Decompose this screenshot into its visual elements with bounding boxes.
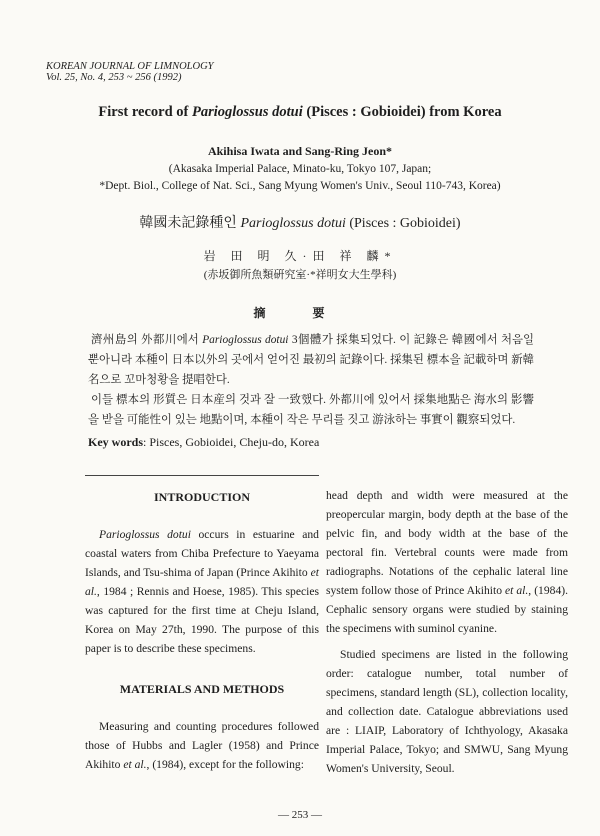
korean-title	[0, 212, 600, 232]
abstract-p1-post: 3個體가 採集되었다. 이 記錄은 韓國에서 처음일 뿐아니라 本種이 日本以外의 곳에서 얻어진 最初의 記錄이다. 採集된 標本을 記載하며 新韓名으로 꼬마청황을 提唱한다.	[88, 334, 534, 386]
journal-header	[46, 61, 214, 83]
korean-title-suffix: (Pisces : Gobioidei)	[345, 216, 461, 231]
right-column	[326, 486, 568, 778]
abstract-p1-species: Parioglossus dotui	[202, 334, 289, 346]
methods-text-b: , (1984), except for the following:	[146, 758, 304, 771]
abstract-paragraph-1	[88, 330, 534, 390]
abstract-paragraph-2: 이들 標本의 形質은 日本産의 것과 잘 一致했다. 外都川에 있어서 採集地點은 海水의 影響을 받을 可能性이 있는 地點이며, 本種이 작은 무리를 짓고 游泳하는 事實이 觀察되었다.	[88, 394, 534, 426]
affiliation-line-2: *Dept. Biol., College of Nat. Sci., Sang Myung Women's Univ., Seoul 110-743, Korea)	[99, 180, 501, 192]
intro-species: Parioglossus dotui	[99, 528, 191, 541]
korean-abstract-heading: 摘 要	[253, 306, 347, 320]
korean-author-names: 岩 田 明 久·田 祥 麟*	[203, 249, 397, 263]
introduction-paragraph	[85, 525, 319, 658]
korean-title-species: Parioglossus dotui	[240, 216, 346, 231]
right-paragraph-1	[326, 486, 568, 638]
intro-et-al: et al.	[85, 566, 319, 598]
journal-name: KOREAN JOURNAL OF LIMNOLOGY	[46, 61, 214, 72]
methods-heading: MATERIALS AND METHODS	[119, 682, 285, 696]
intro-text-a: occurs in estuarine and coastal waters from Chiba Prefecture to Yaeyama Islands, and Tsu-shima of Japan (Prince Akihito	[85, 528, 319, 579]
divider-left	[85, 475, 319, 476]
keywords-label: Key words	[88, 435, 143, 449]
abstract-p1-pre: 濟州島의 外都川에서	[91, 334, 203, 346]
journal-volume: Vol. 25, No. 4, 253 ~ 256 (1992)	[46, 72, 182, 83]
methods-et-al: et al.	[123, 758, 147, 771]
introduction-heading: INTRODUCTION	[153, 490, 250, 504]
right-paragraph-2: Studied specimens are listed in the following order: catalogue number, total number of specimens, standard length (SL), collection locality, and collection date. Catalogue abbreviations used are : LIAIP, Laboratory of Ichthyology, Akasaka Imperial Palace, Tokyo; and SMWU, Sang Myung Women's University, Seoul.	[326, 648, 568, 775]
title-prefix: First record of	[98, 104, 192, 120]
keywords	[88, 435, 319, 450]
korean-abstract	[88, 330, 534, 430]
methods-text-a: Measuring and counting procedures followed those of Hubbs and Lagler (1958) and Prince Akihito	[85, 720, 319, 771]
right-p1-text-a: head depth and width were measured at the preopercular margin, body depth at the base of the pelvic fin, and body width at the base of the pectoral fin. Vertebral counts were made from radiographs. Notations of the cephalic lateral line system follow those of Prince Akihito	[326, 489, 568, 597]
right-p1-text-b: , (1984). Cephalic sensory organs were studied by staining the specimens with suminol cyanine.	[326, 584, 569, 635]
keywords-text: : Pisces, Gobioidei, Cheju-do, Korea	[143, 435, 320, 449]
methods-paragraph	[85, 717, 319, 774]
title-species: Parioglossus dotui	[191, 104, 303, 120]
author-list: Akihisa Iwata and Sang-Ring Jeon*	[207, 144, 393, 158]
page-number: — 253 —	[278, 809, 322, 821]
right-p1-et-al: et al.	[505, 584, 529, 597]
korean-affiliation: (赤坂御所魚類硏究室·*祥明女大生學科)	[203, 269, 397, 281]
affiliation-line-1: (Akasaka Imperial Palace, Minato-ku, Tokyo 107, Japan;	[168, 163, 432, 175]
left-column	[85, 488, 319, 774]
title-suffix: (Pisces : Gobioidei) from Korea	[302, 104, 502, 120]
korean-title-prefix: 韓國未記錄種인	[139, 216, 241, 231]
paper-title	[0, 104, 600, 121]
intro-text-b: , 1984 ; Rennis and Hoese, 1985). This species was captured for the first time at Cheju Island, Korea on May 27th, 1990. The purpose of this paper is to describe these specimens.	[85, 585, 319, 655]
